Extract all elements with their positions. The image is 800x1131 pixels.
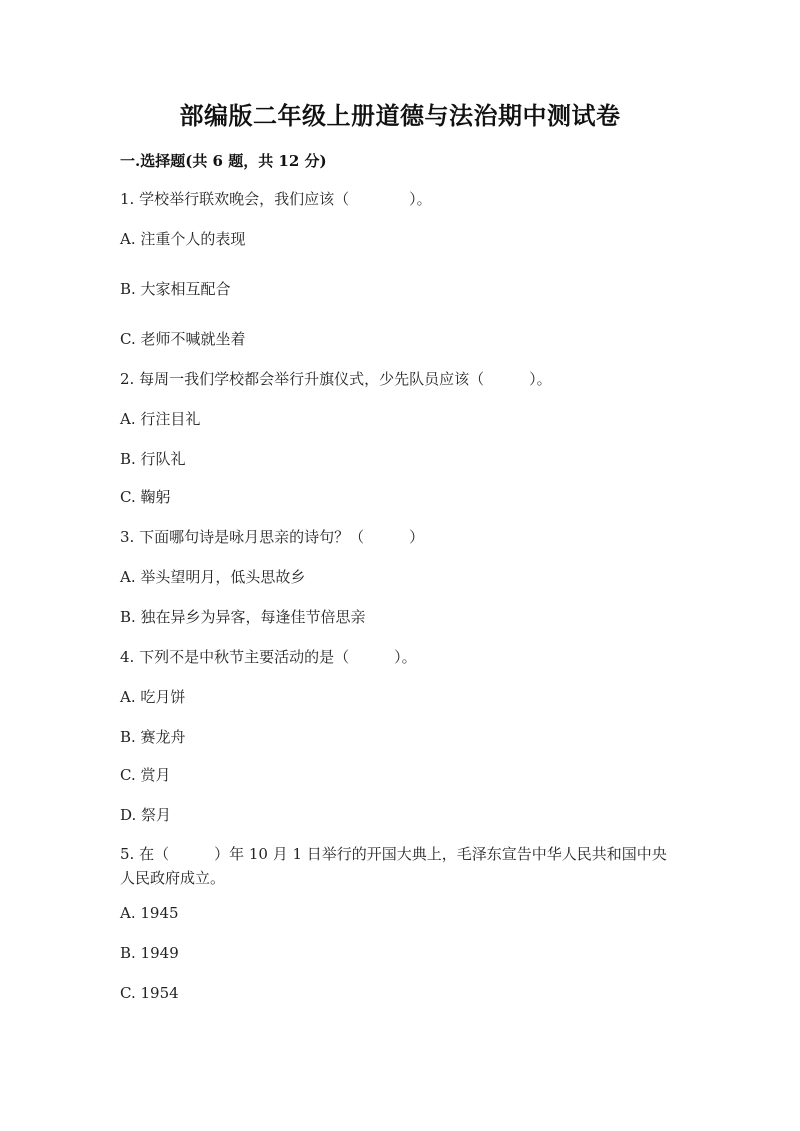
question-4-option-c: C. 赏月 [120, 766, 171, 784]
question-4-option-a: A. 吃月饼 [120, 688, 186, 706]
question-3-option-b: B. 独在异乡为异客，每逢佳节倍思亲 [120, 608, 366, 626]
question-stem-2: 2. 每周一我们学校都会举行升旗仪式，少先队员应该（ ）。 [120, 370, 552, 388]
question-1-option-b: B. 大家相互配合 [120, 280, 231, 298]
section-heading: 一.选择题(共 6 题，共 12 分) [120, 152, 327, 170]
question-5-option-c: C. 1954 [120, 984, 179, 1002]
question-stem-5: 5. 在（ ）年 10 月 1 日举行的开国大典上，毛泽东宣告中华人民共和国中央人民政府成立。 [120, 845, 667, 887]
question-stem-1: 1. 学校举行联欢晚会，我们应该（ ）。 [120, 190, 432, 208]
question-2-option-c: C. 鞠躬 [120, 488, 171, 506]
question-stem-4: 4. 下列不是中秋节主要活动的是（ ）。 [120, 648, 417, 666]
exam-title: 部编版二年级上册道德与法治期中测试卷 [179, 101, 621, 130]
question-5-option-b: B. 1949 [120, 944, 179, 962]
question-stem-3: 3. 下面哪句诗是咏月思亲的诗句？（ ） [120, 528, 425, 546]
question-1-option-c: C. 老师不喊就坐着 [120, 330, 246, 348]
question-5-option-a: A. 1945 [120, 904, 179, 922]
question-4-option-b: B. 赛龙舟 [120, 728, 186, 746]
question-4-option-d: D. 祭月 [120, 806, 172, 824]
question-1-option-a: A. 注重个人的表现 [120, 230, 246, 248]
question-2-option-b: B. 行队礼 [120, 450, 186, 468]
question-3-option-a: A. 举头望明月，低头思故乡 [120, 568, 306, 586]
question-2-option-a: A. 行注目礼 [120, 410, 201, 428]
